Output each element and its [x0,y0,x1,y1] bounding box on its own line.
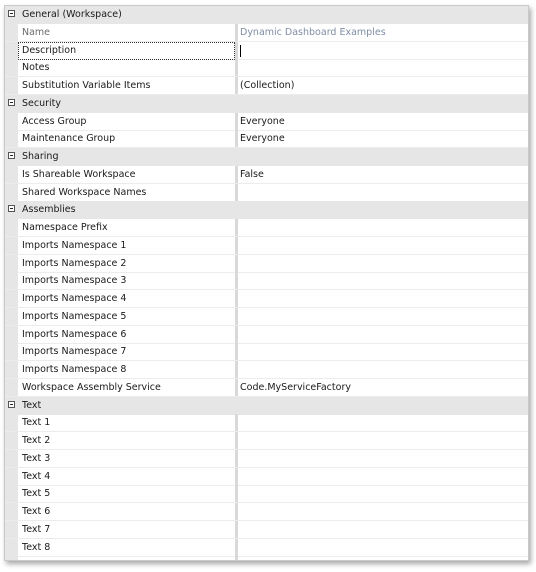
row-gutter [5,130,18,147]
row-gutter [5,219,18,236]
property-name[interactable]: Namespace Prefix [22,222,108,233]
property-name[interactable]: Imports Namespace 3 [22,275,127,287]
property-name[interactable]: Is Shareable Workspace [22,168,136,180]
property-name[interactable]: Text 7 [22,523,51,535]
property-value[interactable]: Everyone [240,115,285,127]
row-gutter [5,272,18,289]
column-splitter[interactable] [235,255,238,272]
property-row[interactable] [5,219,528,237]
category-header[interactable] [5,201,528,219]
row-gutter [5,77,18,94]
property-row[interactable] [5,432,528,450]
row-gutter [5,184,18,201]
column-splitter[interactable] [235,237,238,254]
category-label: Sharing [22,151,59,162]
column-splitter[interactable] [235,308,238,325]
property-value[interactable]: False [240,168,264,180]
collapse-minus-icon[interactable] [8,401,15,408]
category-header[interactable] [5,148,528,166]
property-name[interactable]: Name [22,26,51,38]
row-gutter [5,397,18,414]
property-name[interactable]: Imports Namespace 4 [22,293,127,304]
property-row[interactable] [5,343,528,361]
property-name[interactable]: Shared Workspace Names [22,186,147,198]
property-row[interactable] [5,290,528,308]
property-value[interactable] [239,237,524,255]
property-value[interactable] [239,485,524,503]
property-row[interactable] [5,326,528,344]
property-row[interactable] [5,450,528,468]
column-splitter[interactable] [235,414,238,431]
property-row[interactable] [5,539,528,557]
column-splitter[interactable] [235,219,238,236]
property-row[interactable] [5,237,528,255]
collapse-minus-icon[interactable] [8,205,15,212]
text-caret [240,45,241,57]
column-splitter[interactable] [235,24,238,41]
property-name[interactable]: Text 3 [22,452,51,464]
column-splitter[interactable] [235,290,238,307]
property-value[interactable] [239,219,524,237]
column-splitter[interactable] [235,272,238,289]
column-splitter[interactable] [235,166,238,183]
property-row[interactable] [5,113,528,131]
collapse-minus-icon[interactable] [8,99,15,106]
property-row[interactable] [5,414,528,432]
property-value[interactable] [239,503,524,521]
property-row[interactable] [5,184,528,202]
column-splitter[interactable] [235,539,238,556]
category-label: Security [22,97,62,109]
property-row[interactable] [5,24,528,42]
property-value[interactable]: (Collection) [240,80,295,91]
property-value[interactable] [239,343,524,361]
row-gutter [5,343,18,360]
category-label: General (Workspace) [22,9,122,20]
collapse-minus-icon[interactable] [8,10,15,17]
property-value[interactable] [239,308,524,326]
property-name[interactable]: Notes [22,62,50,74]
property-grid [4,5,529,561]
property-name[interactable]: Text 6 [22,506,51,517]
property-name[interactable]: Maintenance Group [22,133,116,145]
row-gutter [5,468,18,485]
property-row[interactable] [5,130,528,148]
property-value[interactable] [239,450,524,468]
row-gutter [5,290,18,307]
grid-empty-area [5,556,528,560]
property-value[interactable] [239,42,524,60]
property-name[interactable]: Imports Namespace 6 [22,328,127,340]
row-gutter [5,414,18,431]
property-row[interactable] [5,166,528,184]
property-value[interactable] [239,432,524,450]
property-row[interactable] [5,521,528,539]
column-splitter[interactable] [235,468,238,485]
row-gutter [5,503,18,520]
property-name[interactable]: Imports Namespace 8 [22,364,127,375]
row-gutter [5,432,18,449]
row-gutter [5,326,18,343]
property-value[interactable] [239,326,524,344]
property-name[interactable]: Text 8 [22,541,51,553]
property-value[interactable] [239,521,524,539]
column-splitter[interactable] [235,77,238,94]
property-value[interactable] [239,184,524,202]
column-splitter[interactable] [235,326,238,343]
property-row[interactable] [5,308,528,326]
property-value[interactable] [239,59,524,77]
row-gutter [5,379,18,396]
property-name[interactable]: Text 1 [22,417,51,429]
property-value[interactable] [239,414,524,432]
property-row[interactable] [5,255,528,273]
column-splitter[interactable] [235,343,238,360]
column-splitter[interactable] [235,113,238,130]
row-gutter [5,361,18,378]
property-value[interactable] [239,361,524,379]
category-label: Assemblies [22,204,76,216]
column-splitter [235,556,238,560]
category-header[interactable] [5,6,528,24]
property-name[interactable]: Description [18,42,235,60]
property-value[interactable]: Dynamic Dashboard Examples [240,26,386,38]
row-gutter [5,42,18,59]
property-value[interactable] [239,290,524,308]
property-value[interactable] [239,539,524,557]
property-name[interactable]: Substitution Variable Items [22,80,151,91]
property-value[interactable] [239,255,524,273]
column-splitter[interactable] [235,485,238,502]
property-name[interactable]: Imports Namespace 1 [22,239,127,251]
property-name[interactable]: Imports Namespace 2 [22,257,127,269]
property-row[interactable] [5,272,528,290]
collapse-minus-icon[interactable] [8,152,15,159]
property-row[interactable] [5,503,528,521]
property-row[interactable] [5,361,528,379]
property-row[interactable] [5,485,528,503]
column-splitter[interactable] [235,432,238,449]
column-splitter[interactable] [235,184,238,201]
column-splitter[interactable] [235,450,238,467]
property-name[interactable]: Text 2 [22,435,51,446]
row-gutter [5,308,18,325]
row-gutter [5,201,18,218]
column-splitter[interactable] [235,130,238,147]
property-value[interactable]: Everyone [240,133,285,145]
row-gutter [5,59,18,76]
row-gutter [5,556,18,560]
row-gutter [5,6,18,23]
row-gutter [5,95,18,112]
category-label: Text [22,399,42,411]
row-gutter [5,113,18,130]
property-row[interactable] [5,42,528,60]
property-name[interactable]: Imports Namespace 5 [22,310,127,322]
property-value[interactable] [239,272,524,290]
row-gutter [5,237,18,254]
row-gutter [5,450,18,467]
column-splitter[interactable] [235,42,238,59]
property-name[interactable]: Text 5 [22,488,51,500]
column-splitter[interactable] [235,379,238,396]
property-row[interactable] [5,77,528,95]
property-name[interactable]: Text 4 [22,470,51,482]
property-value[interactable]: Code.MyServiceFactory [240,381,351,393]
property-name[interactable]: Imports Namespace 7 [22,346,127,358]
property-row[interactable] [5,468,528,486]
column-splitter[interactable] [235,503,238,520]
column-splitter[interactable] [235,59,238,76]
row-gutter [5,166,18,183]
column-splitter[interactable] [235,521,238,538]
category-header[interactable] [5,397,528,415]
property-name[interactable]: Access Group [22,115,87,127]
property-row[interactable] [5,379,528,397]
category-header[interactable] [5,95,528,113]
row-gutter [5,521,18,538]
row-gutter [5,539,18,556]
column-splitter[interactable] [235,361,238,378]
row-gutter [5,485,18,502]
row-gutter [5,24,18,41]
property-value[interactable] [239,468,524,486]
property-name[interactable]: Workspace Assembly Service [22,381,161,393]
property-row[interactable] [5,59,528,77]
row-gutter [5,255,18,272]
row-gutter [5,148,18,165]
